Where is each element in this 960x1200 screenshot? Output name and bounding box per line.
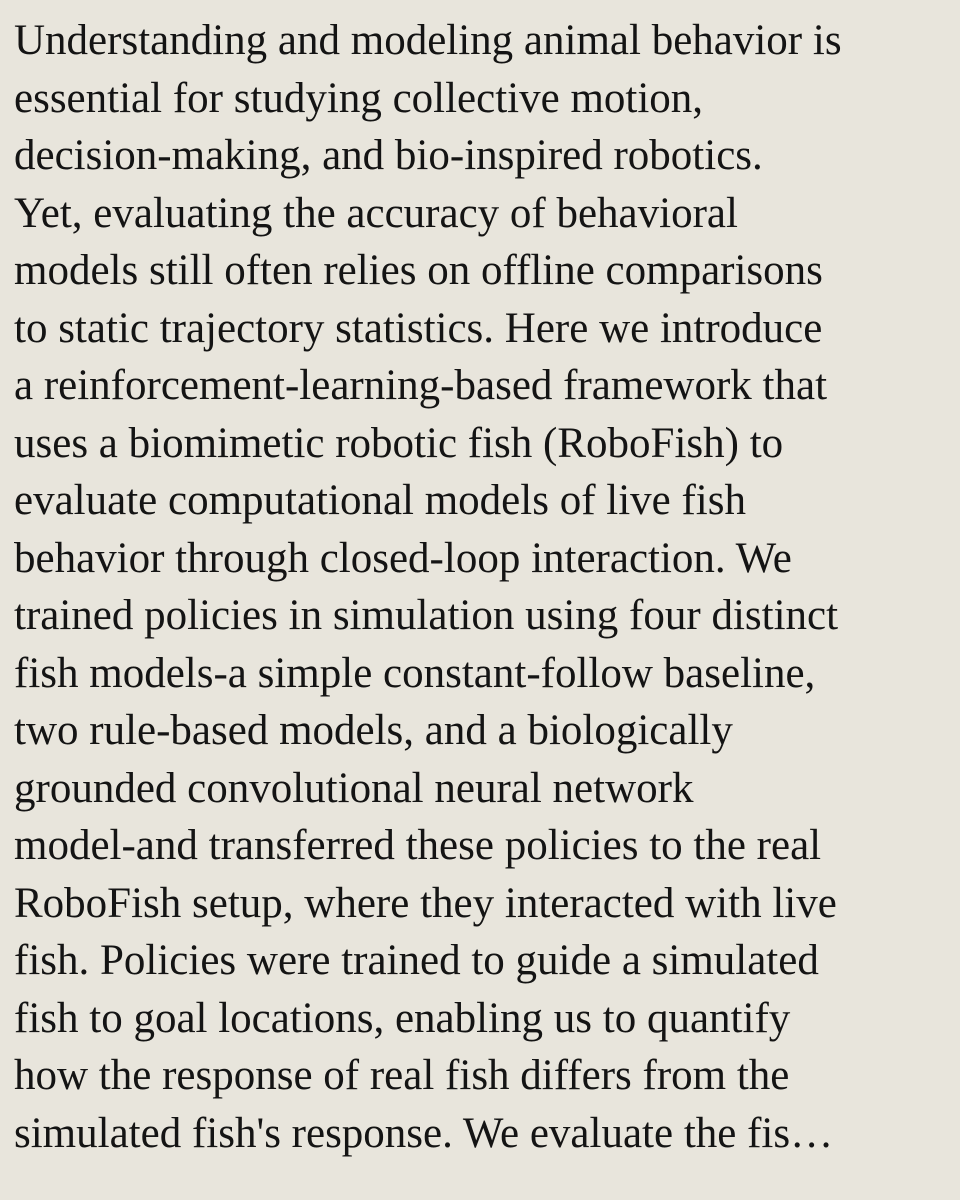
text-line: a reinforcement-learning-based framework that <box>14 362 828 409</box>
abstract-text <box>14 12 946 1162</box>
text-line: RoboFish setup, where they interacted with live <box>14 879 837 927</box>
text-line: trained policies in simulation using four distinct <box>14 592 839 639</box>
text-line: fish to goal locations, enabling us to quantify <box>14 994 791 1042</box>
text-line: essential for studying collective motion, <box>14 74 704 122</box>
text-line: behavior through closed-loop interaction. We <box>14 534 792 582</box>
text-line: models still often relies on offline comparisons <box>14 247 823 294</box>
text-line: fish. Policies were trained to guide a simulated <box>14 937 819 984</box>
text-line: grounded convolutional neural network <box>14 764 694 812</box>
text-line: simulated fish's response. We evaluate the fis… <box>14 1109 834 1157</box>
text-line: Understanding and modeling animal behavior is <box>14 17 842 64</box>
text-line: model-and transferred these policies to the real <box>14 822 822 869</box>
text-line: two rule-based models, and a biologically <box>14 707 733 754</box>
text-line: how the response of real fish differs from the <box>14 1052 790 1099</box>
text-line: evaluate computational models of live fish <box>14 477 746 524</box>
text-line: uses a biomimetic robotic fish (RoboFish) to <box>14 419 784 467</box>
text-line: to static trajectory statistics. Here we introduce <box>14 304 823 352</box>
text-line: decision-making, and bio-inspired robotics. <box>14 132 763 179</box>
text-line: fish models-a simple constant-follow baseline, <box>14 649 816 697</box>
text-line: Yet, evaluating the accuracy of behavioral <box>14 189 738 237</box>
